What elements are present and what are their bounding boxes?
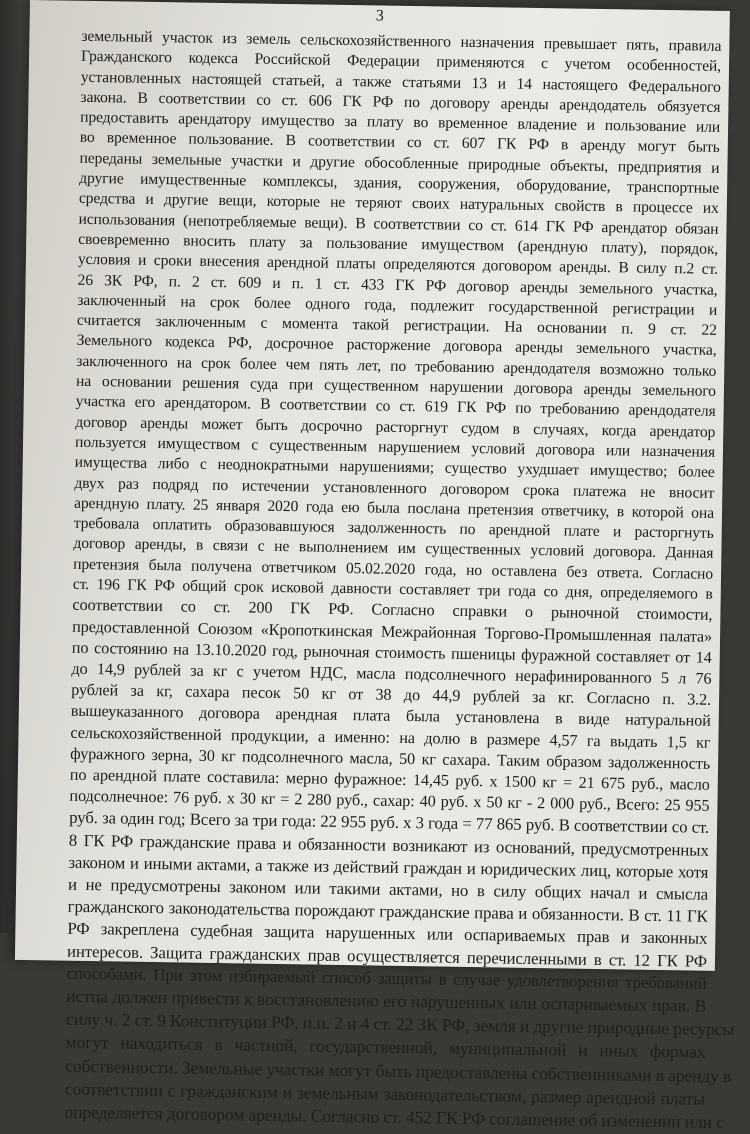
text-line: и не предусмотрены законом или такими актами, но в силу общих начал и смысла	[67, 874, 709, 904]
text-line: ст. 196 ГК РФ общий срок исковой давности составляет три года со дня, определяемого в	[72, 575, 713, 603]
text-line: заключенного на срок более чем пять лет, по требованию арендодателя возможно только	[76, 352, 717, 380]
text-line: 26 ЗК РФ, п. 2 ст. 609 и п. 1 ст. 433 ГК РФ договор аренды земельного участка,	[77, 271, 718, 299]
text-line: претензия была получена ответчиком 05.02.2020 года, но оставлена без ответа. Согласно	[73, 555, 714, 583]
text-line: РФ закреплена судебная защита нарушенных или оспариваемых прав и законных	[67, 919, 708, 949]
text-line: сельскохозяйственной продукции, а именно: на долю в размере 4,57 га выдать 1,5 кг	[70, 723, 711, 752]
text-line: могут находиться в частной, государственной, муниципальной и иных формах	[65, 1032, 706, 1063]
text-line: земельный участок из земель сельскохозяйственного назначения превышает пять, правила	[81, 27, 722, 55]
text-line: способами. При этом избираемый способ защиты в случае удовлетворения требований	[66, 963, 707, 993]
text-line: использования (непотребляемые вещи). В соответствии со ст. 614 ГК РФ арендатор обязан	[78, 210, 719, 238]
text-line: предоставленной Союзом «Кропоткинская Межрайонная Торгово-Промышленная палата»	[72, 617, 713, 646]
text-line: предоставить арендатору имущество за плату во временное владение и пользование или	[80, 108, 721, 137]
text-line: на основании решения суда при существенном нарушении договора аренды земельного	[75, 372, 717, 400]
text-line: Земельного кодекса РФ, досрочное расторжение договора аренды земельного участка,	[76, 332, 717, 360]
text-line: заключенный на срок более одного года, подлежит государственной регистрации и	[77, 291, 718, 319]
text-line: вышеуказанного договора арендная плата была установлена в виде натуральной	[70, 702, 711, 731]
text-line: 8 ГК РФ гражданские права и обязанности возникают из оснований, предусмотренных	[68, 830, 709, 860]
text-line: считается заключенным с момента такой регистрации. На основании п. 9 ст. 22	[76, 311, 718, 339]
text-line: Гражданского кодекса Российской Федерации применяются с учетом особенностей,	[80, 48, 722, 76]
page-number: 3	[375, 7, 384, 25]
text-line: договор аренды может быть досрочно расторгнут судом в случаях, когда арендатор	[75, 413, 716, 441]
text-line: интересов. Защита гражданских прав осуществляется перечисленными в ст. 12 ГК РФ	[66, 941, 708, 971]
text-line: двух раз подряд по истечении установленного договором срока платежа не вносит	[74, 474, 715, 502]
text-line: до 14,9 рублей за кг с учетом НДС, масла подсолнечного нерафинированного 5 л 76	[71, 659, 712, 688]
text-line: имущества либо с неоднократными нарушениями; существо ухудшает имущество; более	[74, 453, 715, 482]
text-line: условия и сроки внесения арендной платы определяются договором аренды. В силу п.2 ст.	[77, 251, 718, 279]
text-line: закона. В соответствии со ст. 606 ГК РФ по договору аренды арендодатель обязуется	[80, 88, 721, 116]
text-line: соответствии со ст. 200 ГК РФ. Согласно справки о рыночной стоимости,	[72, 596, 713, 625]
text-line: во временное пользование. В соответствии со ст. 607 ГК РФ в аренду могут быть	[79, 129, 720, 157]
document-body	[64, 27, 735, 1134]
text-line: требовала оплатить образовавшуюся задолженность по арендной плате и расторгнуть	[73, 514, 714, 542]
text-line: переданы земельные участки и другие обособленные природные объекты, предприятия и	[79, 149, 720, 177]
text-line: соответствии с гражданским и земельным законодательством, размер арендной платы	[64, 1078, 705, 1109]
text-line: истца должен привести к восстановлению его нарушенных или оспариваемых прав. В	[66, 985, 707, 1016]
text-line: силу ч. 2 ст. 9 Конституции РФ, п.п. 2 и 4 ст. 22 ЗК РФ, земля и другие природные ресурсы	[65, 1008, 735, 1040]
text-line: подсолнечное: 76 руб. х 30 кг = 2 280 руб., сахар: 40 руб. х 50 кг - 2 000 руб., Всего: 25 955	[69, 786, 710, 815]
text-line: фуражного зерна, 30 кг подсолнечного масла, 50 кг сахара. Таким образом задолженность	[70, 744, 711, 773]
text-line: гражданского законодательства порождают гражданские права и обязанности. В ст. 11 ГК	[67, 896, 708, 926]
text-line: установленных настоящей статьей, а также статьями 13 и 14 настоящего Федерального	[80, 68, 721, 96]
text-line: по состоянию на 13.10.2020 год, рыночная стоимость пшеницы фуражной составляет от 14	[71, 638, 712, 667]
text-line: другие имущественные комплексы, здания, сооружения, оборудование, транспортные	[79, 169, 720, 197]
text-line: законом и иными актами, а также из действий граждан и юридических лиц, которые хотя	[68, 852, 709, 882]
text-line: собственности. Земельные участки могут быть предоставлены собственниками в аренду в	[65, 1055, 732, 1086]
text-line: определяется договором аренды. Согласно ст. 452 ГК РФ соглашение об изменении или с	[64, 1101, 724, 1133]
text-line: пользуется имуществом с существенным нарушением условий договора или назначения	[74, 433, 716, 461]
text-line: средства и другие вещи, которые не теряют своих натуральных свойств в процессе их	[78, 190, 719, 218]
text-line: договор аренды, в связи с не выполнением им существенных условий договора. Данная	[73, 535, 714, 563]
text-line: руб. за один год; Всего за три года: 22 955 руб. х 3 года = 77 865 руб. В соответствии со ст.	[69, 808, 710, 838]
document-page	[15, 0, 735, 1133]
text-line: своевременно вносить плату за пользование имуществом (арендную плату), порядок,	[78, 230, 719, 258]
text-line: арендную плату. 25 января 2020 года ею была послана претензия ответчику, в которой она	[73, 494, 715, 522]
text-line: по арендной плате составила: мерно фуражное: 14,45 руб. х 1500 кг = 21 675 руб., масло	[69, 765, 710, 794]
text-line: рублей за кг, сахара песок 50 кг от 38 до 44,9 рублей за кг. Согласно п. 3.2.	[71, 680, 712, 709]
text-line: участка его арендатором. В соответствии со ст. 619 ГК РФ по требованию арендодателя	[75, 393, 716, 421]
